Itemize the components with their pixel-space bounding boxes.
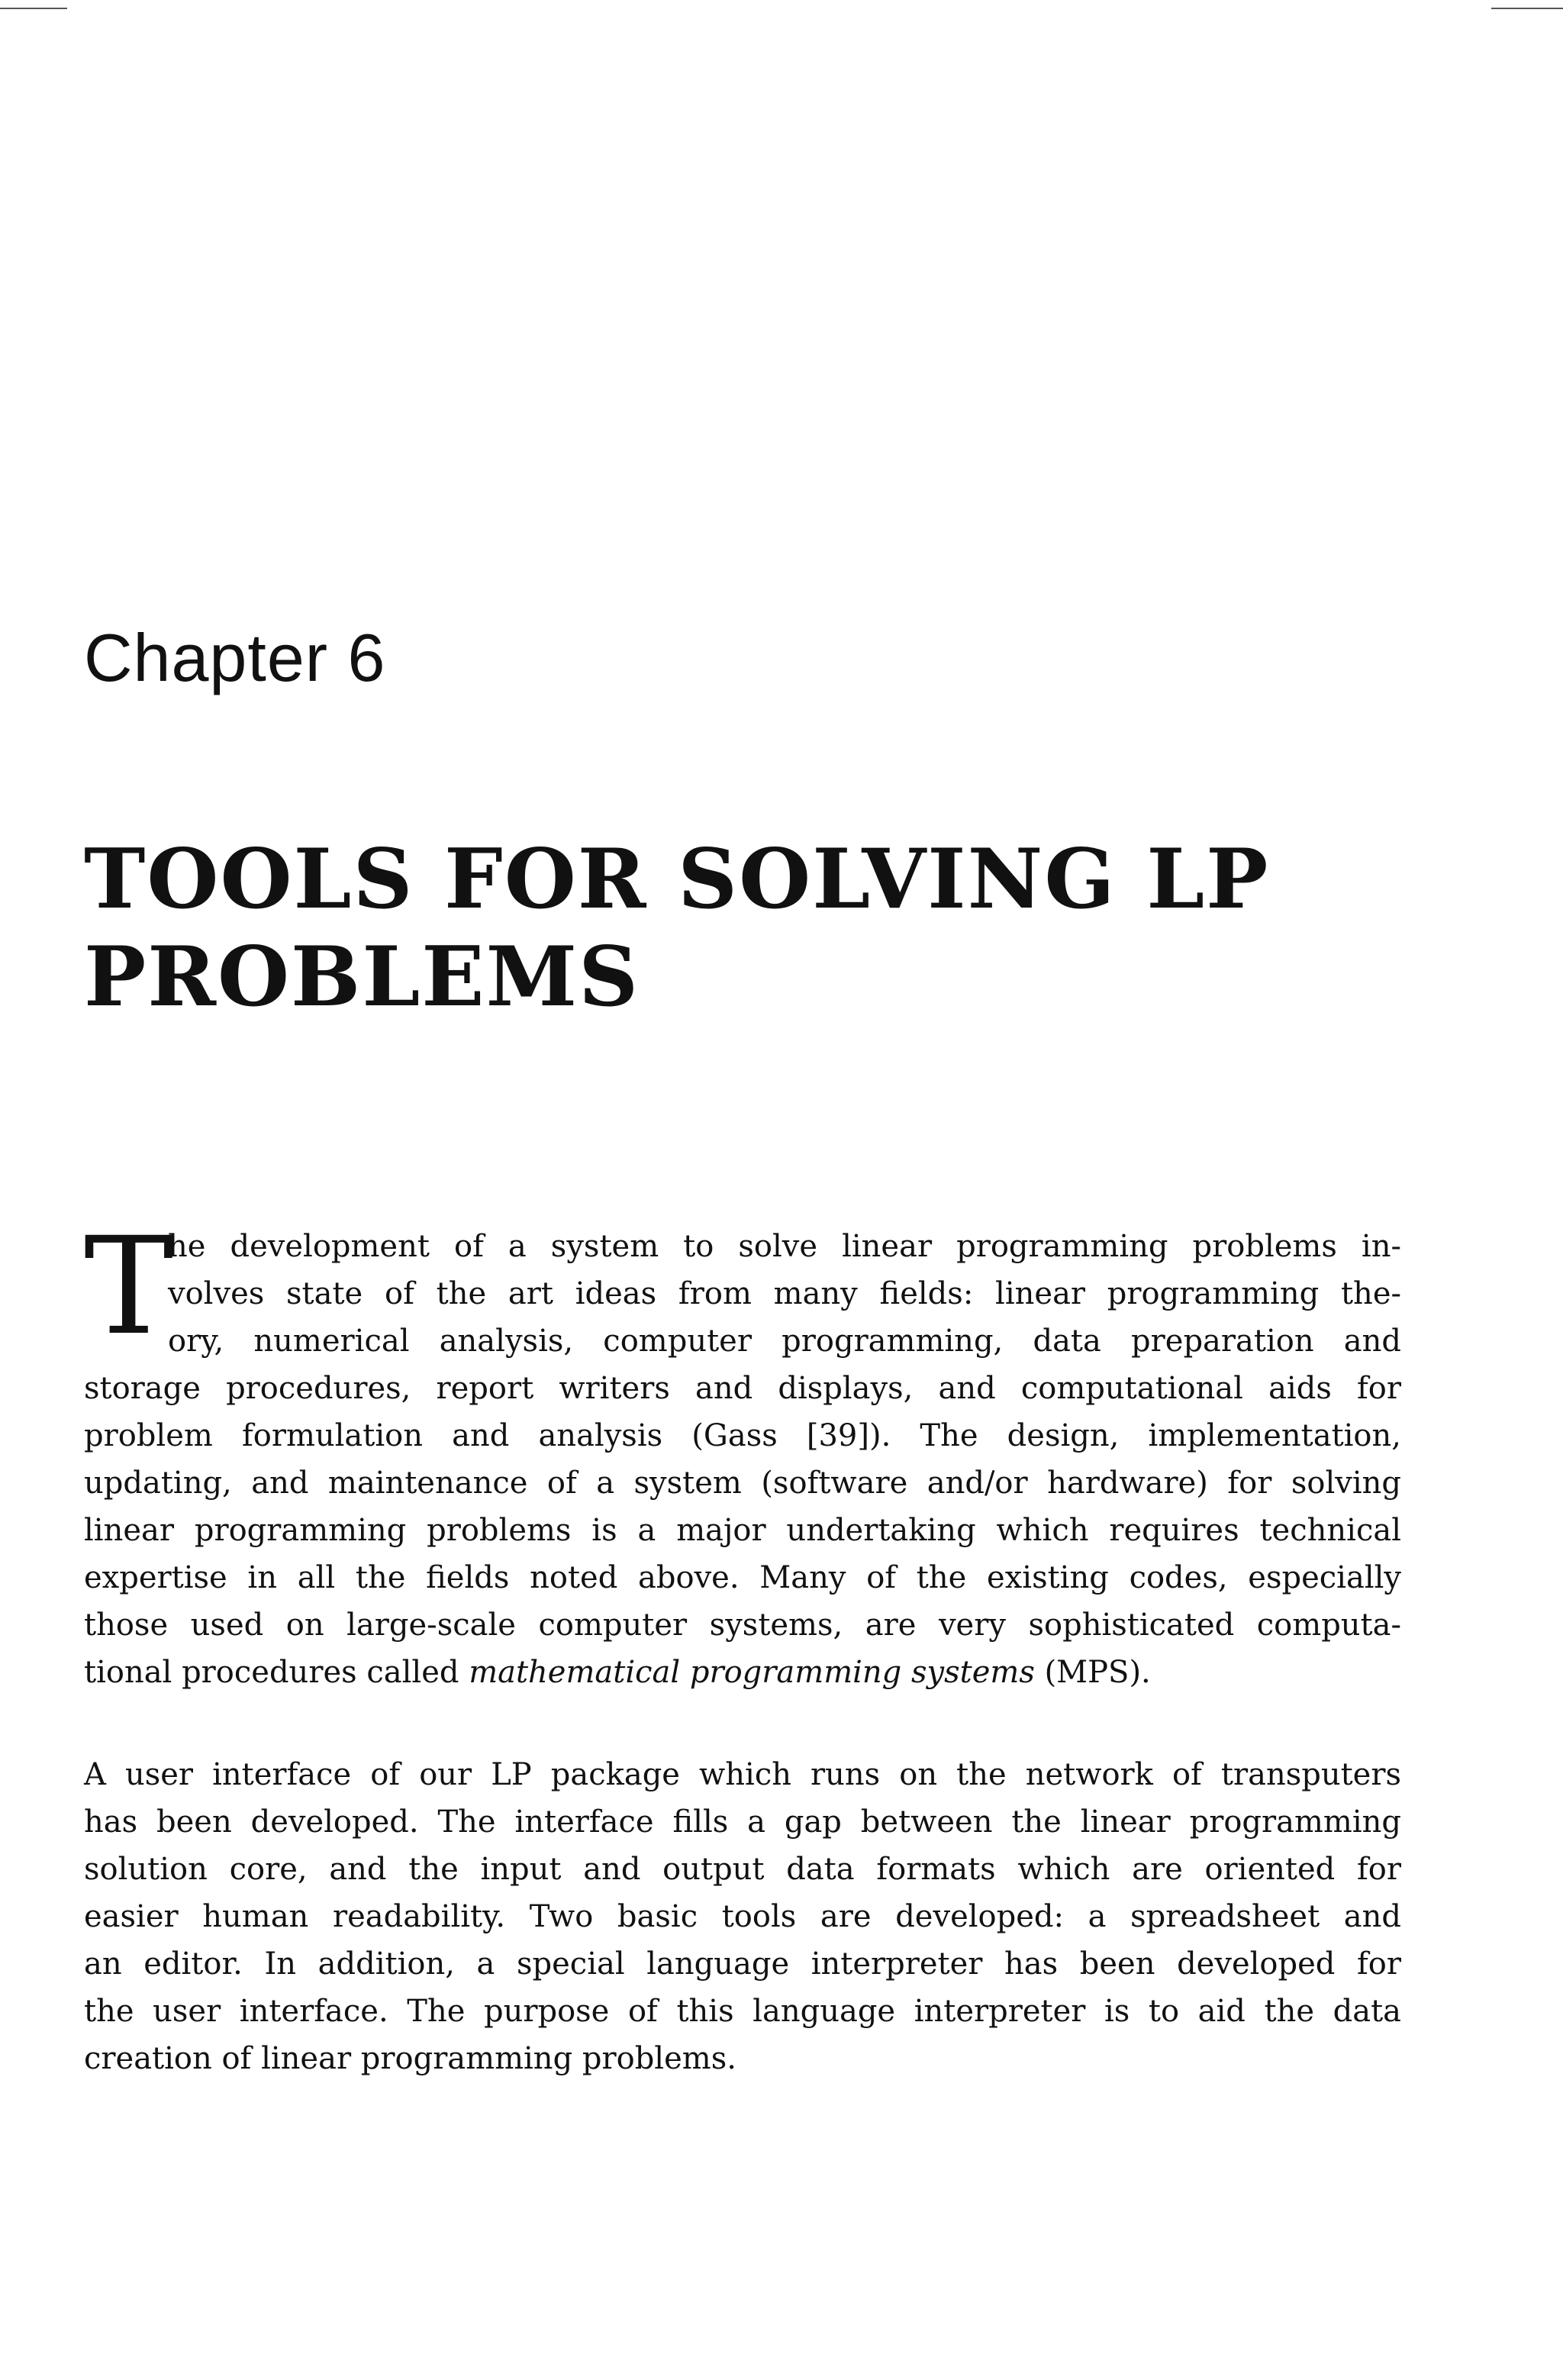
paragraph-line: an editor. In addition, a special language interpreter has been developed for [84, 1946, 1401, 1982]
paragraph-line: updating, and maintenance of a system (software and/or hardware) for solving [84, 1466, 1401, 1501]
paragraph-line: storage procedures, report writers and displays, and computational aids for [84, 1371, 1401, 1406]
drop-cap-letter: T [84, 1208, 174, 1365]
paragraph-line: expertise in all the fields noted above. Many of the existing codes, especially [84, 1560, 1401, 1595]
paragraph-line: ory, numerical analysis, computer programming, data preparation and [168, 1324, 1401, 1359]
scan-artifact-line-left [0, 8, 67, 9]
paragraph-line: those used on large-scale computer systems, are very sophisticated computa- [84, 1608, 1401, 1643]
chapter-title-line: PROBLEMS [84, 929, 640, 1025]
paragraph-last-line: creation of linear programming problems. [84, 2041, 736, 2076]
last-line-suffix: (MPS). [1034, 1655, 1151, 1690]
paragraph-line: he development of a system to solve linear programming problems in- [168, 1229, 1401, 1264]
chapter-title [84, 830, 1473, 1026]
paragraph-last-line [84, 1649, 1401, 1696]
paragraph-line: A user interface of our LP package which runs on the network of transputers [84, 1757, 1401, 1792]
paragraph-line: solution core, and the input and output data formats which are oriented for [84, 1852, 1401, 1887]
italic-term-mps: mathematical programming systems [469, 1655, 1035, 1690]
chapter-label: Chapter 6 [84, 620, 386, 695]
paragraph-line: easier human readability. Two basic tools are developed: a spreadsheet and [84, 1899, 1401, 1934]
paragraph-line: problem formulation and analysis (Gass [39]). The design, implementation, [84, 1418, 1401, 1453]
scan-artifact-line-right [1491, 8, 1563, 9]
paragraph-line: has been developed. The interface fills a gap between the linear programming [84, 1804, 1401, 1840]
body-paragraph-user-interface [84, 1751, 1401, 2082]
paragraph-line: the user interface. The purpose of this language interpreter is to aid the data [84, 1994, 1401, 2029]
paragraph-line: linear programming problems is a major undertaking which requires technical [84, 1513, 1401, 1548]
chapter-title-line: TOOLS FOR SOLVING LP [84, 831, 1270, 927]
last-line-prefix: tional procedures called [84, 1655, 469, 1690]
drop-cap-indented-lines [168, 1223, 1401, 1365]
paragraph-line: volves state of the art ideas from many fields: linear programming the- [168, 1276, 1401, 1311]
body-paragraph-intro [84, 1223, 1401, 1696]
